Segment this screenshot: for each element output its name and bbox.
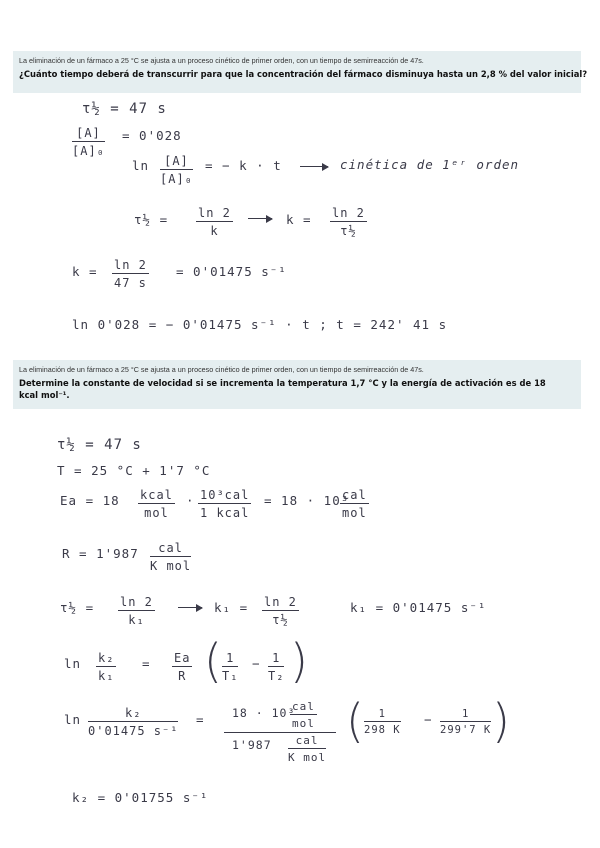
p1-k-lhs: k = [286,212,312,227]
problem-2-intro: La eliminación de un fármaco a 25 °C se ajusta a un proceso cinético de primer orden, con un tiempo de semirreacción de 47s. [19,365,424,374]
p2-sub-paren-close: ) [492,694,510,748]
p2-sub-fraction-t1 [364,708,401,736]
p1-k-eq-lhs: k = [72,264,98,279]
p2-r-lhs: R = 1'987 [62,546,139,561]
p2-arr-num: k₂ [98,651,115,665]
p2-arr-t1-den: T₁ [222,669,239,683]
p1-arrow-1 [300,166,328,167]
p1-half-num: ln 2 [198,206,231,220]
p2-arr-fraction-1 [96,651,116,683]
p2-arr-eq: = [142,656,151,671]
problem-1-statement [13,51,588,93]
p2-k1-num: ln 2 [264,595,297,609]
problem-1-intro: La eliminación de un fármaco a 25 °C se ajusta a un proceso cinético de primer orden, con un tiempo de semirreacción de 47s. [19,56,424,65]
p2-ea-num3: cal [342,488,367,502]
p2-sub-paren-open: ( [346,694,364,748]
p1-ln-num: [A] [160,154,193,170]
p2-half-fraction [118,595,155,627]
p1-ratio-fraction [72,126,105,158]
p1-k-fraction [330,206,367,238]
p1-ratio-den: [A]₀ [72,144,105,158]
p2-temperature: T = 25 °C + 1'7 °C [57,463,211,478]
p1-ln-fraction [160,154,193,186]
p2-sub-t1-num: 1 [364,708,401,722]
p2-half-num: ln 2 [120,595,153,609]
p1-half-den: k [210,224,219,238]
p2-arr-t1-num: 1 [222,651,238,667]
p2-ea-den2: 1 kcal [200,506,250,520]
p2-sub-bot-unit [288,734,326,764]
p1-final-line: ln 0'028 = − 0'01475 s⁻¹ · t ; t = 242' 41 s [72,317,448,332]
p2-sub-t1-den: 298 K [364,724,401,736]
p2-half-life: τ½ = 47 s [57,437,142,453]
p2-sub-eq: = [196,712,205,727]
p1-k-eq-num: ln 2 [114,258,147,272]
p2-sub-minus: − [424,712,433,727]
problem-1-question: ¿Cuánto tiempo deberá de transcurrir para que la concentración del fármaco disminuya hasta un 2,8 % del valor inicial? [19,69,588,79]
p2-sub-bot: 1'987 [232,738,272,752]
p2-sub-bot-unit-num: cal [288,734,326,749]
p2-r-num: cal [150,541,191,557]
p2-arr-den2: R [178,669,187,683]
p1-ln-rhs: = − k · t [205,158,282,173]
p2-k1-value: k₁ = 0'01475 s⁻¹ [350,600,487,615]
p2-ea-den1: mol [144,506,169,520]
p2-sub-t2-den: 299'7 K [440,724,492,736]
p1-ratio-num: [A] [72,126,105,142]
p2-arr-minus: − [252,656,261,671]
p2-sub-ln: ln [64,712,82,727]
p2-sub-top-unit [290,700,317,730]
p1-k-eq-fraction [112,258,149,290]
p2-arr-fraction-2 [172,651,192,683]
p2-sub-top-unit-den: mol [292,717,315,730]
p2-ea-fraction-3 [340,488,369,520]
p1-k-num: ln 2 [332,206,365,220]
p2-ea-fraction-2 [198,488,251,520]
p1-ln-den: [A]₀ [160,172,193,186]
p1-k-eq-value: = 0'01475 s⁻¹ [176,264,287,279]
p2-sub-bot-unit-den: K mol [288,751,327,764]
p2-arr-num2: Ea [174,651,191,665]
p1-half-life: τ½ = 47 s [82,101,167,117]
p2-arr-ln: ln [64,656,82,671]
p1-k-eq-den: 47 s [114,276,147,290]
p2-arr-fraction-t2 [268,651,284,683]
p2-k1-fraction [262,595,299,627]
p2-half-lhs: τ½ = [60,600,95,615]
p2-arr-t2-num: 1 [268,651,284,667]
p2-sub-fraction-1 [88,706,178,738]
p2-sub-t2-num: 1 [440,708,491,722]
p2-half-den: k₁ [128,613,145,627]
p2-sub-main-fraction-bar [224,732,336,733]
problem-2-statement [13,360,581,409]
p1-half-fraction [196,206,233,238]
p2-ea-fraction-1 [138,488,175,520]
problem-2-question: Determine la constante de velocidad si se incrementa la temperatura 1,7 °C y la energía de activación es de 18 kcal mol⁻¹. [19,378,546,400]
p2-arr-fraction-t1 [222,651,238,683]
p2-result: k₂ = 0'01755 s⁻¹ [72,790,209,805]
p1-ln-label: ln [132,158,150,173]
p2-r-den: K mol [150,559,192,573]
p1-k-den: τ½ [340,224,357,238]
p2-arr-paren-close: ) [290,634,308,688]
p1-ratio-value: = 0'028 [122,128,182,143]
p2-k1-lhs: k₁ = [214,600,249,615]
p2-sub-fraction-t2 [440,708,491,736]
p1-half-lhs: τ½ = [134,212,169,227]
p1-arrow-2 [248,218,272,219]
p2-ea-mid: = 18 · 10³ [264,493,350,508]
p2-ea-num2: 10³cal [200,488,250,502]
p2-sub-top-unit-num: cal [292,700,315,713]
p2-ea-den3: mol [342,506,367,520]
p2-ea-lhs: Ea = 18 [60,493,120,508]
p2-arrow [178,607,202,608]
p2-arr-paren-open: ( [204,634,222,688]
p2-sub-den: 0'01475 s⁻¹ [88,724,179,738]
p2-arr-t2-den: T₂ [268,669,285,683]
p2-r-fraction [150,541,191,573]
p2-ea-dot: · [186,493,195,508]
p2-sub-num: k₂ [88,706,178,722]
p2-ea-num1: kcal [140,488,173,502]
p1-ln-note: cinética de 1ᵉʳ orden [340,157,520,172]
p2-k1-den: τ½ [272,613,289,627]
p2-arr-den: k₁ [98,669,115,683]
p2-sub-top: 18 · 10³ [232,706,296,720]
